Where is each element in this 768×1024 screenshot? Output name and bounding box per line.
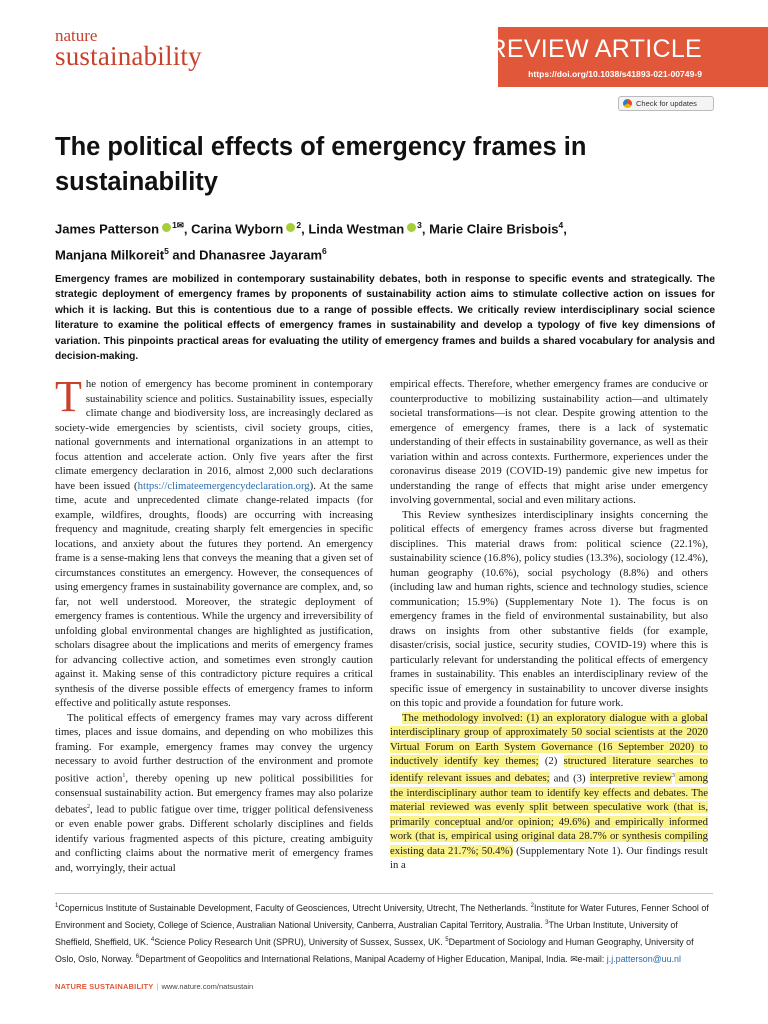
footer-journal: NATURE SUSTAINABILITY [55, 982, 154, 991]
body-paragraph: empirical effects. Therefore, whether emergency frames are conducive or counterproductive to mobilizing sustainability action—and ultimately societal transformations—is not clear. Despite growing attention to the emergence of emergency frames, there is a lack of systematic understanding of their effects in sustainability governance, as well as their variation within and across contexts. Furthermore, experiences under the coronavirus disease 2019 (COVID-19) pandemic give new impetus for understanding the range of effects that might arise under emergency involving governmental, social and even military actions. [390, 378, 708, 506]
affil-text: Department of Sociology and Human Geography, University of Oslo, Oslo, Norway. [55, 936, 694, 964]
affil-number: 3 [545, 919, 549, 926]
article-title: The political effects of emergency frames in sustainability [55, 133, 587, 196]
body-text: (Supplementary Note 1). Our findings result in a [390, 844, 708, 872]
affil-text: Copernicus Institute of Sustainable Development, Faculty of Geosciences, Utrecht University, Utrecht, The Netherlands. [58, 902, 531, 913]
check-updates-label: Check for updates [636, 99, 697, 108]
drop-cap: T [55, 372, 82, 421]
affil-text: Department of Geopolitics and International Relations, Manipal Academy of Higher Education, Manipal, India. [139, 953, 571, 964]
reference-link[interactable]: 1 [122, 772, 126, 779]
body-paragraph [55, 711, 373, 876]
author-name[interactable]: , Linda Westman [301, 221, 405, 237]
reference-link[interactable]: 3 [671, 772, 675, 779]
body-text: The political effects of emergency frames may vary across different times, places and issue domains, and depending on who mobilizes this framing. For example, emergency frames may convey the urgency necessary to avoid further destruction of the environment and promote positive action [55, 711, 373, 785]
orcid-icon[interactable] [286, 223, 295, 232]
author-affil-ref: 1✉ [172, 220, 184, 230]
highlighted-text: structured literature searches to identify relevant issues and debates; [390, 755, 708, 785]
doi-link[interactable]: https://doi.org/10.1038/s41893-021-00749-9 [528, 69, 702, 79]
author-affil-ref: 6 [322, 246, 327, 257]
email-link[interactable]: j.j.patterson@uu.nl [606, 953, 681, 964]
footer-separator: | [156, 982, 159, 991]
author-name[interactable]: James Patterson [55, 221, 160, 237]
crossmark-icon [623, 99, 632, 108]
affiliations [55, 899, 715, 967]
affil-number: 4 [150, 936, 155, 943]
footnote-divider [55, 893, 713, 894]
affil-number: 5 [445, 936, 449, 943]
body-text: , thereby opening up new political possibilities for consensual sustainability action. But emergency frames may also polarize debates [55, 772, 373, 816]
author-name[interactable]: , Marie Claire Brisbois [421, 221, 559, 237]
body-text: and (3) [549, 772, 590, 785]
highlighted-text: The methodology involved: (1) an exploratory dialogue with a global interdisciplinary group of approximately 50 social scientists at the 2020 Virtual Forum on Earth System Governance (16 September 2020) to inductively identify key themes; [390, 711, 708, 767]
journal-logo [55, 27, 202, 70]
orcid-icon[interactable] [407, 223, 416, 232]
affil-text: Science Policy Research Unit (SPRU), University of Sussex, Sussex, UK. [154, 936, 446, 947]
body-text: , lead to public fatigue over time, trigger political defensiveness or even enable power grabs. Different scholarly disciplines and fields identify various fragmented aspects of this picture, creating ambiguity and conflicting claims about the normative merit of emergency frames and, worryingly, their actual [55, 803, 373, 874]
author-name[interactable]: and Dhanasree Jayaram [168, 247, 323, 263]
body-text: he notion of emergency has become prominent in contemporary sustainability science and politics. Sustainability issues, especially climate change and biodiversity loss, are increasingly declared as society-wide emergencies by scientists, civil society groups, cities, national governments and international organizations in an attempt to focus attention and accelerate action. Only five years after the first climate emergency declaration in 2016, almost 2,000 such declarations have been issued ( [55, 378, 373, 492]
reference-link[interactable]: 2 [87, 804, 91, 811]
author-affil-ref: 4 [558, 220, 564, 230]
journal-logo-line2: sustainability [55, 41, 202, 71]
body-paragraph: This Review synthesizes interdisciplinary insights concerning the political effects of emergency frames across diverse but fragmented disciplines. This material draws from: political science (22.1%), sustainability science (16.8%), policy studies (13.3%), sociology (12.4%), human geography (10.6%), social psychology (8.8%) and others (including law and human rights, science and technology studies, science communication; 15.9%) (Supplementary Note 1). The focus is on emergency frames in the field of environmental sustainability, but also draws on insights from other substantive fields (for example, disaster/crisis, social justice, security studies, COVID-19) where this is particularly relevant for understanding the political effects of emergency frames in sustainability. This enables an interdisciplinary review of the specific issue of emergency in sustainability to uncover diverse insights on this topic and provide a foundation for future work. [390, 508, 708, 709]
article-type-label: REVIEW ARTICLE [488, 35, 702, 63]
author-affil-ref: 3 [417, 220, 422, 230]
author-affil-ref: 5 [164, 246, 169, 257]
body-column-left [55, 372, 373, 875]
author-affil-ref: 2 [296, 220, 302, 230]
orcid-icon[interactable] [162, 223, 171, 232]
journal-logo-line1: nature [55, 26, 98, 45]
abstract: Emergency frames are mobilized in contemporary sustainability debates, both in response to specific events and strategically. The strategic deployment of emergency frames by proponents of sustainability action aims to stimulate collective action on issues for which it is lacking. But this is contentious due to a range of possible effects. We critically review interdisciplinary social science literature to examine the political effects of emergency frames in sustainability and develop a typology of five key dimensions of variation. This pinpoints practical areas for evaluating the utility of emergency frames and builds a shared vocabulary for analysis and decision-making. [55, 274, 715, 363]
author-name[interactable]: , Carina Wyborn [183, 221, 284, 237]
affil-text: The Urban Institute, University of Sheffield, Sheffield, UK. [55, 919, 678, 947]
article-type-banner [488, 27, 768, 87]
email-label: ✉e-mail: [570, 953, 607, 964]
affil-number: 1 [55, 903, 59, 909]
author-separator: , [563, 221, 567, 237]
body-paragraph [390, 711, 708, 873]
body-column-right [390, 377, 708, 873]
footer-url[interactable]: www.nature.com/natsustain [161, 982, 254, 991]
body-paragraph [55, 372, 373, 711]
affil-number: 6 [135, 953, 140, 960]
affil-number: 2 [530, 903, 534, 909]
author-list [55, 214, 675, 267]
highlighted-text: among the interdisciplinary author team to identify key effects and debates. The material reviewed was evenly split between speculative work (that is, primarily conceptual and/or opinion; 49.6%) and empirically informed work (that is, empirical using original data 28.7% or synthesis compiling existing data 21.7%; 50.4%) [390, 772, 708, 857]
check-updates-button[interactable] [618, 96, 714, 111]
inline-link[interactable]: https://climateemergencydeclaration.org [137, 479, 310, 492]
body-text: (2) [538, 755, 564, 767]
affil-text: Institute for Water Futures, Fenner School of Environment and Society, College of Science, Australian National University, Canberra, Australian Capital Territory, Australia. [55, 902, 709, 930]
body-text: ). At the same time, acute and unprecedented climate change-related impacts (for example, wildfires, droughts, floods) are occurring with increasing frequency and magnitude, creating sharply felt emergencies in specific locations, and anxiety about the futures they portend. An emergency frame is a sense-making lens that conveys the meaning that a given set of circumstances constitutes an emergency. However, the consequences of using emergency frames in sustainability governance are complex, and, so far, not well understood. Moreover, the strategic deployment of emergency frames is contentious. While the urgency and irreversibility of unfolding global environmental changes are highlighted as justification, scholars disagree about the implications and merits of emergency frames for advancing collective action, and sometimes even strongly caution against it. Making sense of this contradictory picture requires a critical synthesis of the diverse possible effects of emergency frames to inform effective and politically astute responses. [55, 479, 373, 709]
highlighted-text: interpretive review [589, 772, 672, 785]
author-name[interactable]: Manjana Milkoreit [55, 247, 165, 263]
page-footer [55, 982, 253, 991]
